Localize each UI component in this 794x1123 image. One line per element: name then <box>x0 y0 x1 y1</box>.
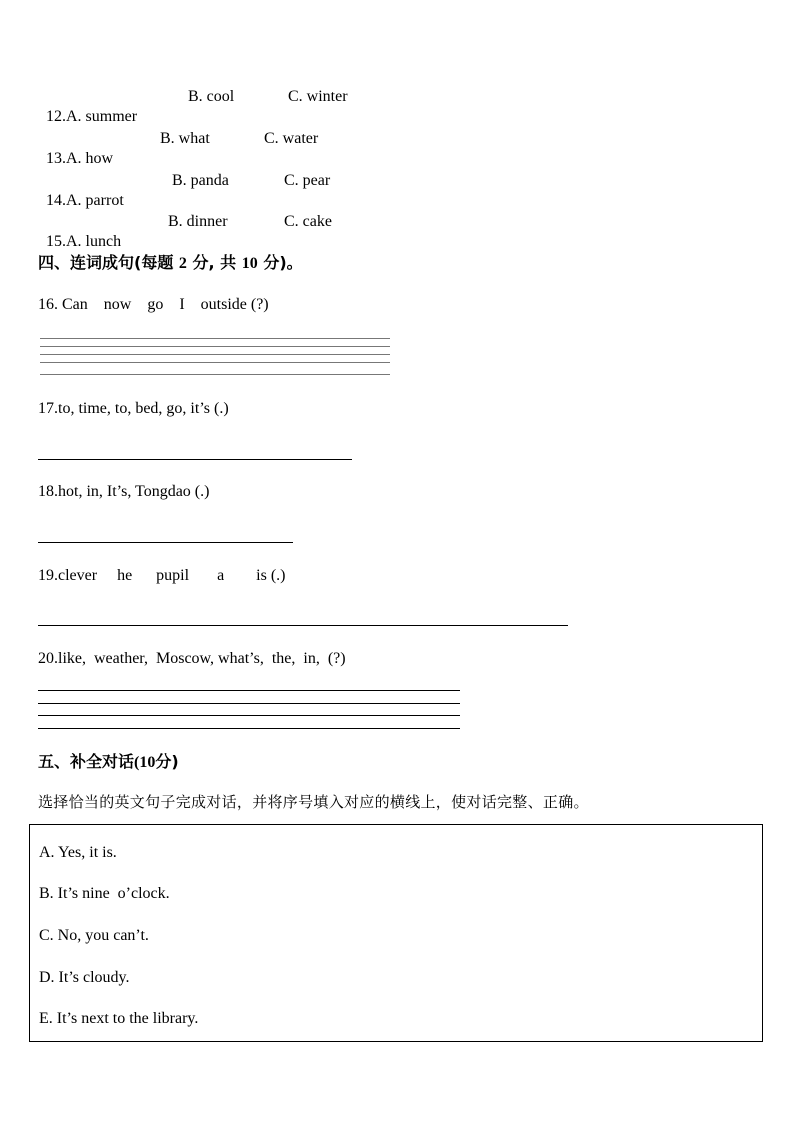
section-5-title: 五、补全对话 <box>38 752 135 771</box>
question-18: 18.hot, in, It’s, Tongdao (.) <box>38 483 210 500</box>
option-a: A. how <box>66 150 114 167</box>
answer-line[interactable] <box>40 354 390 355</box>
answer-line[interactable] <box>40 362 390 363</box>
question-number: 12. <box>46 108 66 125</box>
answer-option-e: E. It’s next to the library. <box>39 1010 199 1027</box>
option-b: B. panda <box>172 172 229 189</box>
question-number: 13. <box>46 150 66 167</box>
answer-line[interactable] <box>38 459 352 460</box>
answer-option-a: A. Yes, it is. <box>39 844 117 861</box>
answer-line[interactable] <box>40 338 390 339</box>
section-5-score-unit: 分) <box>155 752 179 771</box>
question-13 <box>38 129 113 169</box>
answer-line[interactable] <box>38 542 293 543</box>
section-4-title-mid: 分, <box>192 253 215 272</box>
option-a: A. summer <box>66 108 138 125</box>
option-b: B. what <box>160 130 210 147</box>
points-per-question: 2 <box>178 255 187 272</box>
option-c: C. winter <box>288 88 348 105</box>
question-15 <box>38 212 121 252</box>
section-5-instruction: 选择恰当的英文句子完成对话，并将序号填入对应的横线上，使对话完整、正确。 <box>38 793 589 811</box>
section-4-total: 10 <box>241 255 258 272</box>
question-19: 19.clever he pupil a is (.) <box>38 567 286 584</box>
option-b: B. cool <box>188 88 235 105</box>
question-16: 16. Can now go I outside (?) <box>38 296 269 313</box>
answer-line[interactable] <box>38 690 460 691</box>
option-a: A. parrot <box>66 192 124 209</box>
answer-option-d: D. It’s cloudy. <box>39 969 130 986</box>
section-5-score: (10 <box>134 754 156 771</box>
answer-options-box <box>29 824 763 1042</box>
section-4-heading <box>38 253 303 274</box>
option-c: C. cake <box>284 213 332 230</box>
answer-line[interactable] <box>38 703 460 704</box>
answer-line[interactable] <box>38 728 460 729</box>
section-5-heading <box>38 752 179 773</box>
option-c: C. water <box>264 130 319 147</box>
question-12 <box>38 87 137 127</box>
question-number: 14. <box>46 192 66 209</box>
question-14 <box>38 171 124 211</box>
answer-option-c: C. No, you can’t. <box>39 927 149 944</box>
question-number: 15. <box>46 233 66 250</box>
question-20: 20.like, weather, Moscow, what’s, the, in, (?) <box>38 650 346 667</box>
question-17: 17.to, time, to, bed, go, it’s (.) <box>38 400 229 417</box>
answer-option-b: B. It’s nine o’clock. <box>39 885 170 902</box>
option-a: A. lunch <box>66 233 122 250</box>
option-c: C. pear <box>284 172 331 189</box>
answer-line[interactable] <box>38 625 568 626</box>
option-b: B. dinner <box>168 213 228 230</box>
section-4-title: 四、连词成句(每题 <box>38 253 174 272</box>
answer-line[interactable] <box>38 715 460 716</box>
section-4-total-prefix: 共 <box>220 253 237 272</box>
answer-line[interactable] <box>40 346 390 347</box>
answer-line[interactable] <box>40 374 390 375</box>
section-4-title-end: 分)。 <box>263 253 303 272</box>
